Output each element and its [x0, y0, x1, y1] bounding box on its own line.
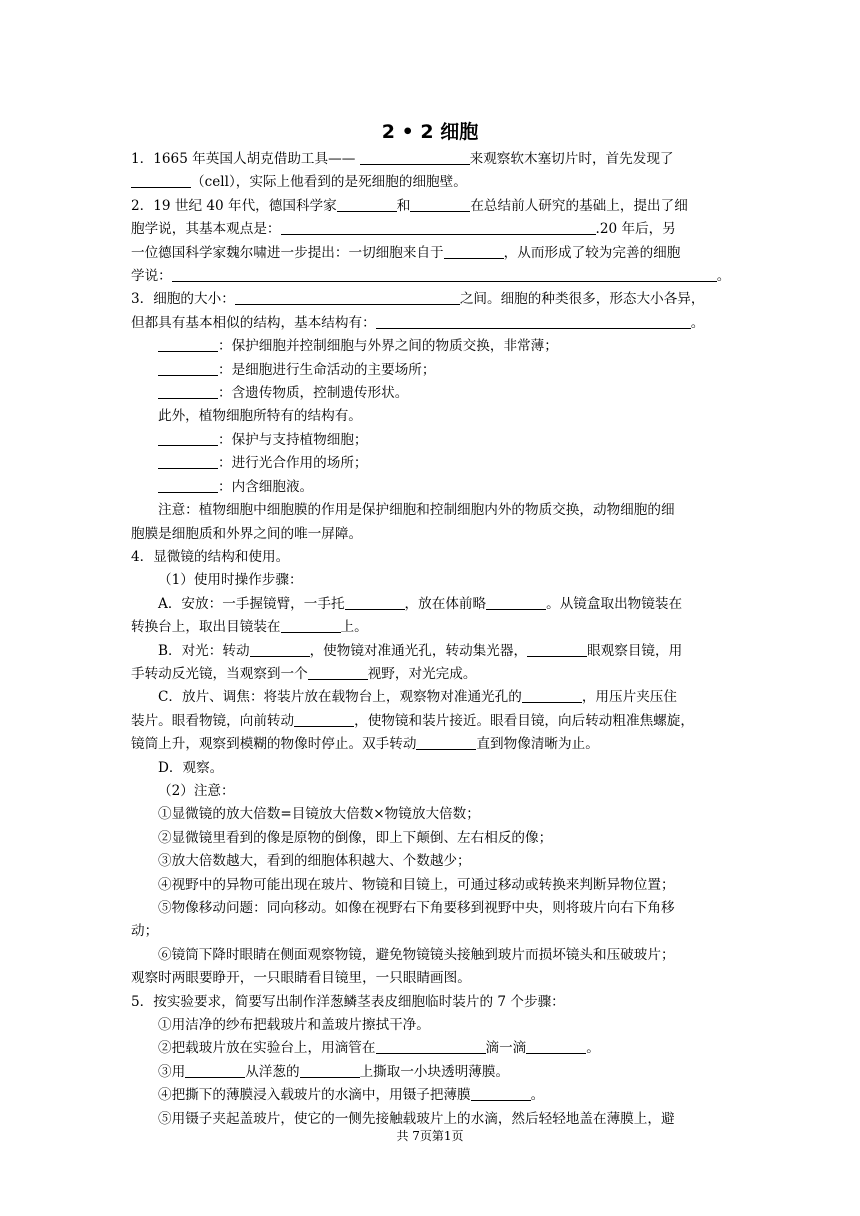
text: 上。	[340, 619, 368, 636]
text: 手转动反光镜，当观察到一个	[131, 665, 308, 682]
text: B．对光：转动	[158, 642, 250, 659]
answer-blank[interactable]	[410, 197, 470, 212]
text: 。	[530, 1087, 545, 1104]
text: ③用	[158, 1063, 186, 1080]
question-1-line-2	[131, 171, 736, 194]
step-heading	[131, 569, 736, 592]
text: ：进行光合作用的场所；	[218, 455, 368, 472]
answer-blank[interactable]	[294, 712, 354, 727]
text: ⑤物像移动问题：同向移动。如像在视野右下角要移到视野中央，则将玻片向右下角移	[158, 900, 675, 916]
answer-blank[interactable]	[300, 1063, 360, 1078]
answer-blank[interactable]	[158, 338, 218, 353]
text: 2．19 世纪 40 年代，德国科学家	[131, 197, 337, 214]
question-2-line-1	[131, 195, 736, 218]
text: ⑥镜筒下降时眼睛在侧面观察物镜，避免物镜镜头接触到玻片而损坏镜头和压破玻片；	[158, 946, 675, 963]
text: ②把载玻片放在实验台上，用滴管在	[158, 1040, 376, 1057]
text: ①显微镜的放大倍数=目镜放大倍数×物镜放大倍数；	[158, 806, 480, 823]
answer-blank[interactable]	[158, 384, 218, 399]
text: 装片。眼看物镜，向前转动	[131, 712, 295, 729]
text: 从洋葱的	[245, 1063, 300, 1080]
text: 观察时两眼要睁开，一只眼睛看目镜里，一只眼睛画图。	[131, 970, 471, 987]
answer-blank[interactable]	[345, 595, 405, 610]
notes-heading	[131, 780, 736, 803]
text: 4．显微镜的结构和使用。	[131, 548, 290, 565]
text: ，使物镜和装片接近。眼看目镜，向后转动粗准焦螺旋，	[354, 712, 694, 729]
text: 学说：	[131, 268, 172, 285]
answer-blank[interactable]	[471, 1087, 531, 1102]
text: ，使物镜对准通光孔，转动集光器，	[309, 642, 528, 659]
answer-blank[interactable]	[376, 314, 691, 329]
structure-line	[131, 452, 736, 475]
text: 但都具有基本相似的结构，基本结构有：	[131, 314, 376, 331]
text: （2）注意：	[158, 782, 235, 799]
text: 3．细胞的大小：	[131, 291, 235, 308]
answer-blank[interactable]	[416, 736, 476, 751]
text: 一位德国科学家魏尔啸进一步提出：一切细胞来自于	[131, 244, 444, 261]
text: ⑤用镊子夹起盖玻片，使它的一侧先接触载玻片上的水滴，然后轻轻地盖在薄膜上，避	[158, 1110, 675, 1127]
step-a-line-1	[131, 593, 736, 616]
answer-blank[interactable]	[526, 1040, 586, 1055]
note-item	[131, 967, 736, 990]
text: （1）使用时操作步骤：	[158, 572, 303, 589]
text: ④视野中的异物可能出现在玻片、物镜和目镜上，可通过移动或转换来判断异物位置；	[158, 876, 675, 893]
question-3-line-1	[131, 288, 736, 311]
text: 。	[586, 1040, 600, 1057]
text: 注意：植物细胞中细胞膜的作用是保护细胞和控制细胞内外的物质交换，动物细胞的细	[158, 502, 675, 519]
text: 动；	[131, 923, 159, 940]
note-item	[131, 874, 736, 897]
question-1-line-1	[131, 148, 736, 171]
text: A．安放：一手握镜臂，一手托	[158, 595, 345, 612]
step-b-line-2	[131, 663, 736, 686]
answer-blank[interactable]	[360, 150, 470, 165]
text: 视野，对光完成。	[367, 665, 477, 682]
question-2-line-2	[131, 218, 736, 241]
text: C．放片、调焦：将装片放在载物台上，观察物对准通光孔的	[158, 689, 522, 706]
answer-blank[interactable]	[308, 665, 368, 680]
text: 。从镜盒取出物镜装在	[546, 595, 683, 612]
text: ：保护与支持植物细胞；	[218, 431, 368, 448]
text: 。	[716, 268, 731, 285]
step-c-line-1	[131, 686, 736, 709]
q5-step	[131, 1014, 736, 1037]
answer-blank[interactable]	[522, 689, 582, 704]
text: 胞膜是细胞质和外界之间的唯一屏障。	[131, 525, 363, 542]
answer-blank[interactable]	[527, 642, 587, 657]
text: 镜筒上升，观察到模糊的物像时停止。双手转动	[131, 736, 417, 753]
text: 胞学说，其基本观点是：	[131, 221, 281, 238]
text: 直到物像清晰为止。	[476, 736, 599, 753]
note-line	[131, 499, 736, 522]
answer-blank[interactable]	[337, 197, 397, 212]
text: ，用压片夹压住	[581, 689, 677, 706]
text: 上撕取一小块透明薄膜。	[359, 1063, 510, 1080]
text: ④把撕下的薄膜浸入载玻片的水滴中，用镊子把薄膜	[158, 1087, 471, 1104]
text: 此外，植物细胞所特有的结构有。	[158, 408, 362, 425]
text: 5．按实验要求，简要写出制作洋葱鳞茎表皮细胞临时装片的 7 个步骤：	[131, 993, 565, 1010]
note-item	[131, 827, 736, 850]
q5-step	[131, 1037, 736, 1060]
answer-blank[interactable]	[444, 244, 504, 259]
text: 1．1665 年英国人胡克借助工具——	[131, 151, 356, 167]
text: 。	[690, 314, 705, 331]
structure-line	[131, 382, 736, 405]
text: ①用洁净的纱布把载玻片和盖玻片擦拭干净。	[158, 1017, 430, 1034]
text: 转换台上，取出目镜装在	[131, 619, 281, 636]
page-title: 2 • 2 细胞	[381, 121, 479, 143]
document-body	[131, 148, 736, 1131]
answer-blank[interactable]	[158, 361, 218, 376]
answer-blank[interactable]	[235, 291, 460, 306]
step-c-line-3	[131, 733, 736, 756]
structure-line	[131, 476, 736, 499]
text: 在总结前人研究的基础上，提出了细	[470, 197, 688, 214]
step-b-line-1	[131, 640, 736, 663]
structure-line	[131, 405, 736, 428]
question-4-heading	[131, 546, 736, 569]
note-item	[131, 897, 736, 920]
question-3-line-2	[131, 312, 736, 335]
question-2-line-3	[131, 242, 736, 265]
answer-blank[interactable]	[250, 642, 310, 657]
answer-blank[interactable]	[281, 619, 341, 634]
answer-blank[interactable]	[486, 595, 546, 610]
q5-step	[131, 1084, 736, 1107]
text: ：内含细胞液。	[218, 478, 314, 495]
answer-blank[interactable]	[158, 431, 218, 446]
note-item	[131, 803, 736, 826]
text: ：保护细胞并控制细胞与外界之间的物质交换，非常薄；	[218, 338, 558, 355]
structure-line	[131, 359, 736, 382]
text: 滴一滴	[485, 1040, 527, 1057]
text: 和	[396, 197, 411, 214]
answer-blank[interactable]	[158, 478, 218, 493]
text: ，从而形成了较为完善的细胞	[503, 244, 681, 261]
question-2-line-4	[131, 265, 736, 288]
step-c-line-2	[131, 710, 736, 733]
note-item	[131, 920, 736, 943]
note-line	[131, 523, 736, 546]
note-item	[131, 944, 736, 967]
text: （cell），实际上他看到的是死细胞的细胞壁。	[191, 174, 467, 191]
text: ②显微镜里看到的像是原物的倒像，即上下颠倒、左右相反的像；	[158, 829, 553, 846]
text: ③放大倍数越大，看到的细胞体积越大、个数越少；	[158, 853, 471, 870]
text: 眼观察目镜，用	[587, 642, 683, 659]
text: ：是细胞进行生命活动的主要场所；	[218, 361, 436, 378]
text: .20 年后，另	[595, 221, 676, 238]
text: 来观察软木塞切片时，首先发现了	[469, 151, 674, 167]
text: 之间。细胞的种类很多，形态大小各异，	[459, 291, 705, 308]
step-d	[131, 757, 736, 780]
structure-line	[131, 429, 736, 452]
answer-blank[interactable]	[158, 455, 218, 470]
q5-step	[131, 1061, 736, 1084]
answer-blank[interactable]	[376, 1040, 486, 1055]
note-item	[131, 850, 736, 873]
text: ，放在体前略	[404, 595, 487, 612]
answer-blank[interactable]	[172, 267, 717, 282]
answer-blank[interactable]	[185, 1063, 245, 1078]
step-a-line-2	[131, 616, 736, 639]
question-5-heading	[131, 991, 736, 1014]
page-footer: 共 7页第1页	[396, 1129, 464, 1143]
answer-blank[interactable]	[281, 221, 596, 236]
answer-blank[interactable]	[131, 174, 191, 189]
text: D．观察。	[158, 759, 224, 776]
structure-line	[131, 335, 736, 358]
text: ：含遗传物质，控制遗传形状。	[218, 385, 409, 402]
